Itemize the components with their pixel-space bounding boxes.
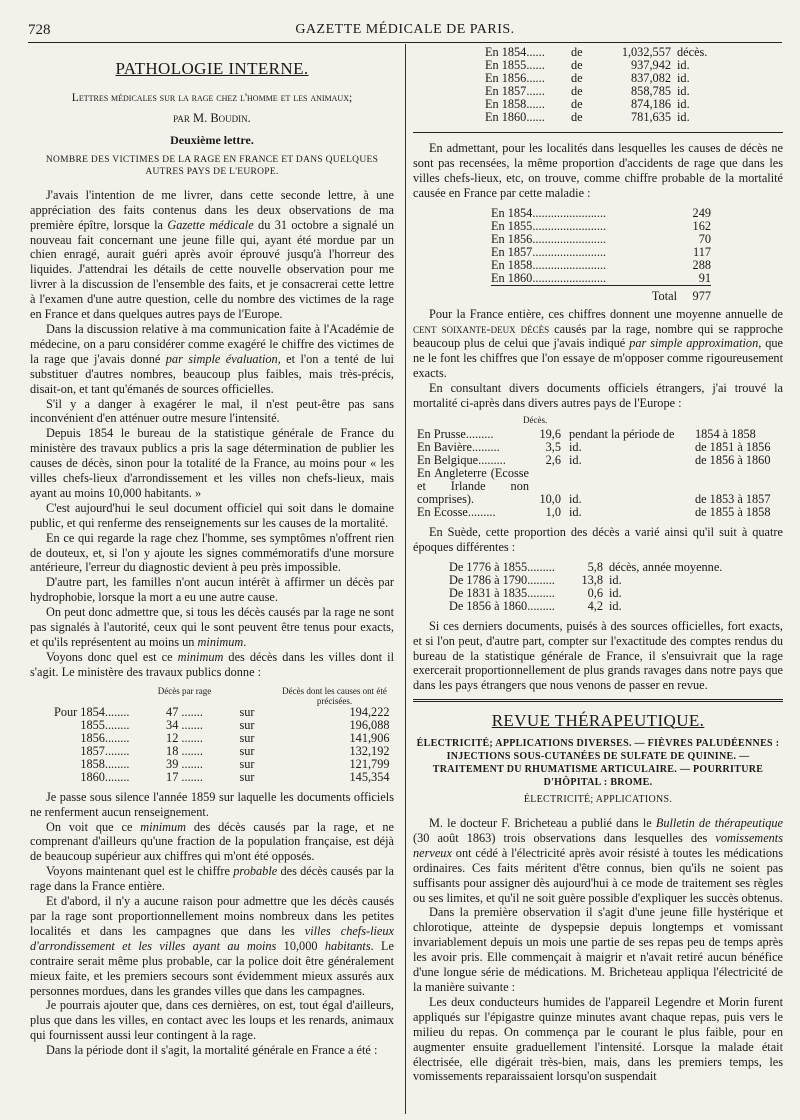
- paragraph: Je passe sous silence l'année 1859 sur laquelle les documents officiels ne renferment aucun renseignement.: [30, 789, 394, 819]
- table-unit: décès, année moyenne.: [609, 559, 723, 574]
- table-year: 1858........: [80, 756, 130, 771]
- paragraph: En ce qui regarde la rage chez l'homme, ses symptômes n'offrent rien de douteux, et, si l'on y ajoute les signes commémoratifs d'une morsure antérieure, l'erreur du diagnostic devient à peu près impossible.: [30, 530, 394, 575]
- paragraph: On peut donc admettre que, si tous les décès causés par la rage ne sont pas signalés à l'autorité, ceux qui le sont peuvent être tenus pour exacts, et qu'ils représentent au moins un minimum.: [30, 605, 394, 649]
- table-value: 288: [692, 257, 711, 272]
- paragraph: Depuis 1854 le bureau de la statistique générale de France du ministère des travaux publics a pris la sage détermination de publier les causes de décès, sinon pour la totalité de la France, au moins pour « les villes chefs-lieux d'arrondissement et les villes non chefs-lieux, mais ayant au moins 10,000 habitants. »: [30, 426, 394, 500]
- table-spacer: [641, 207, 681, 220]
- paragraph: Dans la première observation il s'agit d'une jeune fille hystérique et chlorotique, atteinte de dyspepsie depuis longtemps et vomissant invariablement depuis un mois une partie de ses repas peu de temps après les avoir pris. Elle commençait à maigrir et n'avait retiré aucun bénéfice d'une longue série de médications. M. Bricheteau appliqua l'électricité de la manière suivante :: [413, 905, 783, 994]
- table-de: de: [571, 84, 583, 98]
- rage-deaths-table: [54, 686, 390, 784]
- table-year: En 1854......: [485, 45, 545, 59]
- table-spacer: [641, 272, 681, 286]
- journal-title: GAZETTE MÉDICALE DE PARIS.: [295, 22, 515, 37]
- table-country: En Belgique.........: [417, 452, 506, 467]
- table-row: [449, 574, 722, 587]
- divider: [413, 699, 783, 702]
- table-rage: 17 .......: [166, 769, 203, 784]
- table-row: [491, 272, 711, 286]
- paragraph: Dans la discussion relative à ma communication faite à l'Académie de médecine, on a paru considérer comme exagéré le chiffre des victimes de la rage que j'avais donné par simple évaluation, et l'on a tenté de lui substituer d'autres nombres, beaucoup plus faibles, mais très-précis, disait-on, et tant qu'émanés de sources officielles.: [30, 321, 394, 396]
- table-year: En 1856........................: [491, 231, 607, 246]
- table-year: En 1860......: [485, 110, 545, 124]
- table-country: En Bavière.........: [417, 439, 500, 454]
- table-total: 145,354: [349, 769, 390, 784]
- table-de: de: [571, 58, 583, 72]
- table-row: [54, 719, 390, 732]
- table-value: 162: [692, 218, 711, 233]
- table-country: En Angleterre (Ecosse et Irlande non comprises).: [417, 465, 529, 506]
- table-sur: sur: [239, 769, 255, 784]
- foreign-head: Décès.: [523, 414, 548, 425]
- table-pre: id.: [569, 491, 582, 506]
- table-year: En 1855......: [485, 58, 545, 72]
- table-country: En Ecosse.........: [417, 504, 496, 519]
- paragraph: En Suède, cette proportion des décès a varié ainsi qu'il suit à quatre époques différentes :: [413, 524, 783, 554]
- table-period: De 1831 à 1835.........: [449, 585, 555, 600]
- table-value: 117: [693, 244, 711, 259]
- table-rage: 18 .......: [166, 743, 203, 758]
- table-unit: id.: [609, 598, 622, 613]
- table-de: de: [571, 97, 583, 111]
- paragraph: Les deux conducteurs humides de l'appareil Legendre et Morin furent appliqués sur l'épigastre quinze minutes avant chaque repas, puis vers le milieu du repas. On commença par le courant le plus faible, pour en augmenter ensuite graduellement l'intensité. Lorsque la malade était électrisée, elle digérait très-bien, mais, dans les premiers temps, les vomissements reparaissaient lorsqu'on suspendait: [413, 994, 783, 1084]
- table-year: En 1857........................: [491, 244, 607, 259]
- table-year: En 1858........................: [491, 257, 607, 272]
- table-rage: 47 .......: [166, 704, 203, 719]
- paragraph: Voyons donc quel est ce minimum des décès dans les villes dont il s'agit. Le ministère des travaux publics donne :: [30, 649, 394, 679]
- table-row: [491, 246, 711, 259]
- table-pre: id.: [569, 439, 582, 454]
- table-head-rage: Décès par rage: [157, 685, 212, 696]
- page-header: [28, 22, 782, 42]
- table-spacer: [641, 220, 681, 233]
- table-sur: sur: [239, 756, 255, 771]
- table-period: de 1851 à 1856: [695, 439, 771, 454]
- table-period: De 1776 à 1855.........: [449, 559, 555, 574]
- table-total: 194,222: [349, 704, 390, 719]
- table-rage: 12 .......: [166, 730, 203, 745]
- table-row: [417, 454, 770, 467]
- section-title: PATHOLOGIE INTERNE.: [115, 59, 309, 78]
- table-total: 141,906: [349, 730, 390, 745]
- paragraph: Si ces derniers documents, puisés à des sources officielles, fort exacts, et si l'on peut, d'autre part, compter sur l'exactitude des comptes rendus du bureau de la statistique générale de France, il s'ensuivrait que la rage exercerait proportionnellement de plus grands ravages dans notre pays que dans les pays étrangers que nous venons de passer en revue.: [413, 618, 783, 693]
- table-period: de 1855 à 1858: [695, 504, 771, 519]
- table-year: 1856........: [80, 730, 130, 745]
- table-unit: id.: [677, 84, 690, 98]
- table-year: 1855........: [80, 717, 130, 732]
- table-unit: id.: [677, 97, 690, 111]
- table-row: [54, 706, 390, 719]
- article-title: Lettres médicales sur la rage chez l'homme et les animaux;: [71, 91, 353, 104]
- table-year: 1860........: [80, 769, 130, 784]
- table-de: de: [571, 71, 583, 85]
- paragraph: On voit que ce minimum des décès causés par la rage, et ne comprenant d'ailleurs qu'une fraction de la population française, est déjà de beaucoup supérieur aux chiffres qui m'ont été opposés.: [30, 819, 394, 864]
- column-divider: [405, 44, 406, 1114]
- table-period: De 1856 à 1860.........: [449, 598, 555, 613]
- table-row: [449, 600, 722, 613]
- table-value: 91: [698, 270, 711, 285]
- table-value: 249: [692, 205, 711, 220]
- table-year: Pour 1854........: [54, 704, 130, 719]
- paragraph: En admettant, pour les localités dans lesquelles les causes de décès ne sont pas recensées, la même proportion d'accidents de rage que dans les villes chefs-lieux, etc, on trouve, comme chiffre probable de la mortalité causée en France par cette maladie :: [413, 141, 783, 200]
- paragraph: S'il y a danger à exagérer le mal, il n'est peut-être pas sans inconvénient d'en atténuer outre mesure l'intensité.: [30, 396, 394, 426]
- foreign-table: [417, 428, 770, 519]
- probable-table: [491, 207, 711, 303]
- table-value: 19,6: [539, 426, 561, 441]
- table-year: En 1857......: [485, 84, 545, 98]
- table-row: [485, 111, 707, 124]
- table-year: En 1860........................: [491, 270, 607, 285]
- table-row: [417, 506, 770, 519]
- table-rage: 39 .......: [166, 756, 203, 771]
- table-value: 1,0: [545, 504, 561, 519]
- table-period: de 1853 à 1857: [695, 491, 771, 506]
- table-value: 2,6: [545, 452, 561, 467]
- table-head-causes: Décès dont les causes ont été précisées.: [282, 685, 387, 706]
- table-unit: décès.: [677, 45, 708, 59]
- table-de: de: [571, 45, 583, 59]
- mortality-table: [485, 46, 707, 124]
- table-period: De 1786 à 1790.........: [449, 572, 555, 587]
- divider: [413, 132, 783, 133]
- table-value: 13,8: [581, 572, 603, 587]
- letter-subtitle: Deuxième lettre.: [170, 132, 254, 147]
- table-value: 4,2: [587, 598, 603, 613]
- paragraph: Voyons maintenant quel est le chiffre probable des décès causés par la rage dans la France entière.: [30, 864, 394, 894]
- table-year: En 1858......: [485, 97, 545, 111]
- table-value: 5,8: [587, 559, 603, 574]
- table-unit: id.: [677, 71, 690, 85]
- table-row: [491, 233, 711, 246]
- sweden-table: [449, 561, 722, 613]
- table-pre: id.: [569, 504, 582, 519]
- table-sur: sur: [239, 717, 255, 732]
- subhead: NOMBRE DES VICTIMES DE LA RAGE EN FRANCE ET DANS QUELQUES AUTRES PAYS DE L'EUROPE.: [45, 154, 379, 177]
- table-pre: id.: [569, 452, 582, 467]
- table-total: 121,799: [349, 756, 390, 771]
- table-value: 874,186: [631, 97, 671, 111]
- paragraph: Pour la France entière, ces chiffres donnent une moyenne annuelle de cent soixante-deux décès causés par la rage, nombre qui se rapproche beaucoup plus de celui que j'avais indiqué par simple approximation, que ne le font les chiffres que l'on essaye de m'opposer comme rigoureusement exacts.: [413, 306, 783, 381]
- table-value: 0,6: [587, 585, 603, 600]
- table-row: [491, 259, 711, 272]
- table-total: 132,192: [349, 743, 390, 758]
- paragraph: J'avais l'intention de me livrer, dans cette seconde lettre, à une appréciation des faits contenus dans les deux observations de ma première épître, lorsque la Gazette médicale du 31 octobre a signalé un nouveau fait concernant une jeune fille qui, ayant été mordue par un chien enragé, aurait guéri après avoir éprouvé jusqu'à l'horreur des liquides. J'attendrai les détails de cette nouvelle observation pour me livrer à la discussion de l'ensemble des faits, et je consacrerai cette lettre à l'examen d'une autre question, celle du nombre des victimes de la rage en France et dans quelques autres pays de l'Europe.: [30, 187, 394, 322]
- paragraph: M. le docteur F. Bricheteau a publié dans le Bulletin de thérapeutique (30 août 1863) trois observations dans lesquelles des vomissements nerveux ont cédé à l'électricité après avoir résisté à toutes les médications ordinaires. Ces faits méritent d'être connus, bien qu'ils ne soient pas suffisants pour assigner dès aujourd'hui à ce mode de traitement ses règles ou ses limites, et qu'il ne soit guère possible d'expliquer les succès obtenus.: [413, 816, 783, 905]
- table-unit: id.: [677, 110, 690, 124]
- table-de: de: [571, 110, 583, 124]
- table-unit: id.: [609, 572, 622, 587]
- section2-subtitle: ÉLECTRICITÉ; APPLICATIONS DIVERSES. — FIÈVRES PALUDÉENNES : INJECTIONS SOUS-CUTANÉES DE SULFATE DE QUININE. — TRAITEMENT DU RHUMATISME ARTICULAIRE. — POURRITURE D'HÔPITAL : BROME.: [416, 738, 780, 789]
- paragraph: Dans la période dont il s'agit, la mortalité générale en France a été :: [46, 1043, 378, 1058]
- author: par M. Boudin.: [173, 110, 251, 125]
- table-sur: sur: [239, 743, 255, 758]
- table-unit: id.: [677, 58, 690, 72]
- table-row: [54, 745, 390, 758]
- table-year: En 1855........................: [491, 218, 607, 233]
- table-period: 1854 à 1858: [695, 426, 756, 441]
- paragraph: Je pourrais ajouter que, dans ces dernières, on est, tout égal d'ailleurs, plus que dans les villes, en contact avec les loups et les renards, animaux qui fournissent aussi leur contingent à la rage.: [30, 998, 394, 1043]
- table-pre: pendant la période de: [569, 426, 675, 441]
- table-country: En Prusse.........: [417, 426, 494, 441]
- section2-head: ÉLECTRICITÉ; APPLICATIONS.: [523, 794, 673, 806]
- table-row: [54, 758, 390, 771]
- table-value: 3,5: [545, 439, 561, 454]
- table-unit: id.: [609, 585, 622, 600]
- table-value: 858,785: [631, 84, 671, 98]
- table-year: En 1854........................: [491, 205, 607, 220]
- left-column: [30, 48, 394, 1058]
- table-row: [54, 732, 390, 745]
- table-spacer: [641, 259, 681, 272]
- total-label: Total: [651, 288, 677, 303]
- right-column: [413, 45, 783, 1084]
- table-row: [449, 561, 722, 574]
- paragraph: Et d'abord, il n'y a aucune raison pour admettre que les décès causés par la rage sont proportionnellement moins nombreux dans les petites localités et dans les campagnes que dans les villes chefs-lieux d'arrondissement et les villes ayant au moins 10,000 habitants. Le contraire serait même plus probable, car la police doit être généralement mieux faite, et les premiers secours sont évidemment mieux assurés aux personnes mordues, dans les grandes villes que dans les campagnes.: [30, 894, 395, 998]
- table-row: [449, 587, 722, 600]
- paragraph: En consultant divers documents officiels étrangers, j'ai trouvé la mortalité ci-après dans divers autres pays de l'Europe :: [413, 381, 783, 411]
- table-row: [417, 467, 770, 506]
- table-value: 10,0: [539, 491, 561, 506]
- table-sur: sur: [239, 704, 255, 719]
- table-total: 196,088: [349, 717, 390, 732]
- table-row: [491, 207, 711, 220]
- table-row: [417, 441, 770, 454]
- table-value: 781,635: [631, 110, 671, 124]
- table-year: En 1856......: [485, 71, 545, 85]
- table-row: [54, 771, 390, 784]
- page-number: 728: [28, 22, 51, 38]
- header-rule: [28, 42, 782, 43]
- table-spacer: [641, 233, 681, 246]
- table-spacer: [641, 246, 681, 259]
- table-row: [417, 428, 770, 441]
- paragraph: C'est aujourd'hui le seul document officiel qui soit dans le domaine public, et qui renferme des renseignements sur les causes de la mortalité.: [30, 500, 394, 530]
- table-sur: sur: [239, 730, 255, 745]
- table-value: 70: [698, 231, 711, 246]
- total-value: 977: [692, 288, 711, 303]
- table-value: 837,082: [631, 71, 671, 85]
- section2-title: REVUE THÉRAPEUTIQUE.: [491, 711, 705, 731]
- table-value: 1,032,557: [621, 45, 671, 59]
- table-rage: 34 .......: [166, 717, 203, 732]
- table-year: 1857........: [80, 743, 130, 758]
- table-period: de 1856 à 1860: [695, 452, 771, 467]
- table-row: [491, 220, 711, 233]
- paragraph: D'autre part, les familles n'ont aucun intérêt à affirmer un décès par hydrophobie, lorsque la mort a eu une autre cause.: [30, 575, 394, 605]
- table-value: 937,942: [631, 58, 671, 72]
